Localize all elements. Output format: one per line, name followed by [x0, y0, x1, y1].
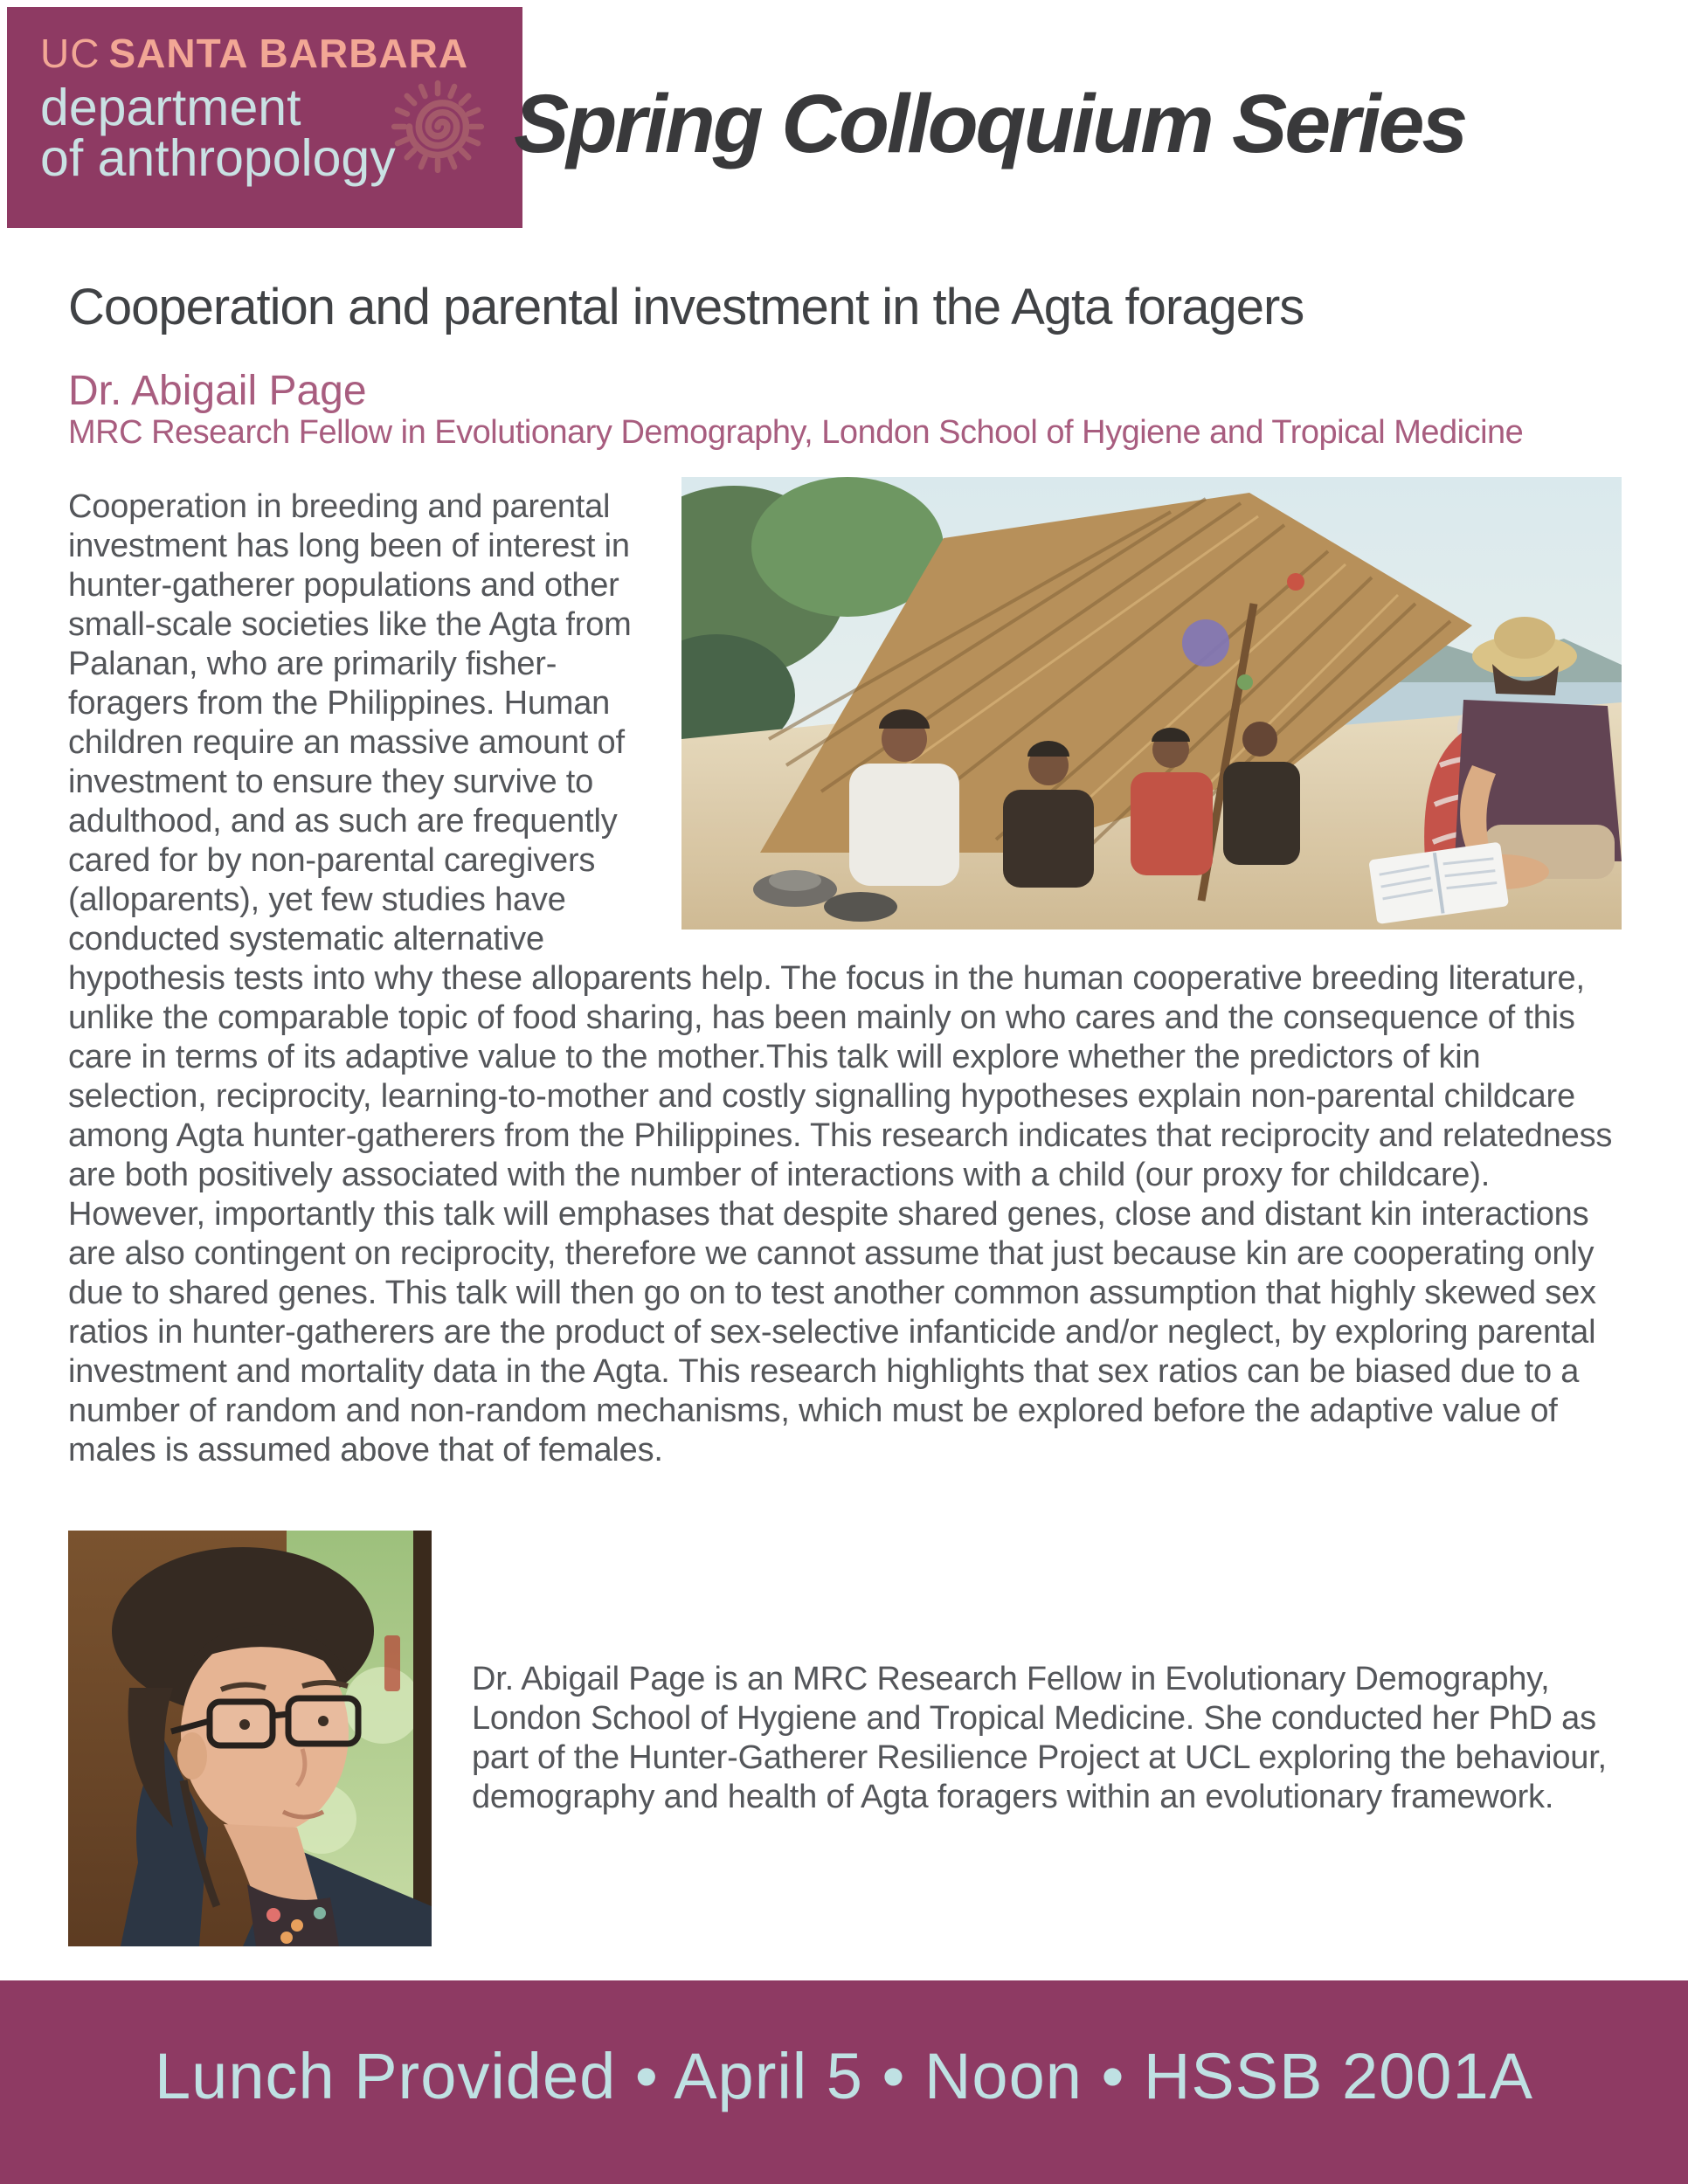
series-title: Spring Colloquium Series — [514, 78, 1466, 170]
bio-text: Dr. Abigail Page is an MRC Research Fellow in Evolutionary Demography, London School of Hygiene and Tropical Medicine. She conducted her PhD as part of the Hunter-Gatherer Resilience Project at UCL exploring the behaviour, demography and health of Agta foragers within an evolutionary framework. — [472, 1661, 1607, 1815]
university-prefix: UC — [40, 31, 100, 76]
portrait-photo — [68, 1531, 432, 1946]
footer-banner — [0, 1980, 1688, 2184]
bio-section — [68, 1531, 1622, 1946]
speaker-name: Dr. Abigail Page — [68, 368, 367, 414]
fieldwork-photo — [681, 477, 1622, 930]
footer-text: Lunch Provided • April 5 • Noon • HSSB 2001A — [155, 2040, 1533, 2112]
speaker-affiliation: MRC Research Fellow in Evolutionary Demography, London School of Hygiene and Tropical Medicine — [68, 414, 1524, 451]
header-block — [7, 7, 522, 228]
university-name: SANTA BARBARA — [108, 31, 469, 76]
department-name — [40, 79, 396, 187]
abstract-text: Cooperation in breeding and parental investment has long been of interest in hunter-gatherer populations and other small-scale societies like the Agta from Palanan, who are primarily fisher-foragers from the Philippines. Human children require an massive amount of investment to ensure they survive to adulthood, and as such are frequently cared for by non-parental caregivers (alloparents), yet few studies have conducted systematic alternative hypothesis tests into why these alloparents help. The focus in the human cooperative breeding literature, unlike the comparable topic of food sharing, has been mainly on who cares and the consequence of this care in terms of its adaptive value to the mother.This talk will explore whether the predictors of kin selection, reciprocity, learning-to-mother and costly signalling hypotheses explain non-parental childcare among Agta hunter-gatherers from the Philippines. This research indicates that reciprocity and relatedness are both positively associated with the number of interactions with a child (our proxy for childcare). However, importantly this talk will emphases that despite shared genes, close and distant kin interactions are also contingent on reciprocity, therefore we cannot assume that just because kin are cooperating only due to shared genes. This talk will then go on to test another common assumption that highly skewed sex ratios in hunter-gatherers are the product of sex-selective infanticide and/or neglect, by exploring parental investment and mortality data in the Agta. This research highlights that sex ratios can be biased due to a number of random and non-random mechanisms, which must be explored before the adaptive value of males is assumed above that of females. — [68, 488, 1613, 1469]
talk-title: Cooperation and parental investment in the Agta foragers — [68, 279, 1304, 335]
abstract-section — [68, 475, 1622, 1470]
department-name-line2: of anthropology — [40, 129, 396, 187]
spiral-sun-icon — [381, 70, 495, 183]
department-name-line1: department — [40, 79, 301, 136]
